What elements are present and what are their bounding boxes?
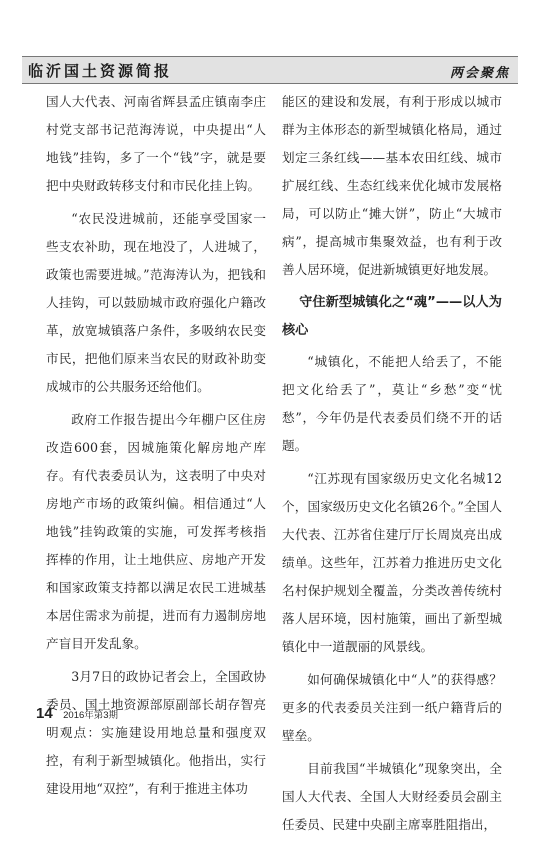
journal-title: 临沂国土资源简报 bbox=[28, 62, 173, 80]
paragraph: 国人大代表、河南省辉县孟庄镇南李庄村党支部书记范海涛说，中央提出“人地钱”挂钩，多了一个“钱”字，就是要把中央财政转移支付和市民化挂上钩。 bbox=[46, 94, 266, 193]
page-footer bbox=[36, 705, 118, 723]
paragraph: “城镇化，不能把人给丢了，不能把文化给丢了”，莫让“乡愁”变“忧愁”，今年仍是代表委员们绕不开的话题。 bbox=[282, 354, 502, 453]
paragraph: 如何确保城镇化中“人”的获得感？更多的代表委员关注到一纸户籍背后的壁垒。 bbox=[282, 672, 502, 743]
left-column bbox=[46, 88, 266, 808]
paragraph: 政府工作报告提出今年棚户区住房改造600套，因城施策化解房地产库存。有代表委员认为，这表明了中央对房地产市场的政策纠偏。相信通过“人地钱”挂钩政策的实施，可发挥考核指挥棒的作用，让土地供应、房地产开发和国家政策支持都以满足农民工进城基本居住需求为前提，进而有力遏制房地产盲目开发乱象。 bbox=[46, 412, 266, 651]
issue-label: 2016年第3期 bbox=[63, 710, 119, 721]
paragraph: “江苏现有国家级历史文化名城12个，国家级历史文化名镇26个。”全国人大代表、江苏省住建厅厅长周岚亮出成绩单。这些年，江苏着力推进历史文化名村保护规划全覆盖，分类改善传统村落人居环境，因村施策，画出了新型城镇化中一道靓丽的风景线。 bbox=[282, 471, 502, 654]
section-heading: 守住新型城镇化之“魂”——以人为核心 bbox=[282, 295, 502, 338]
right-column bbox=[282, 88, 502, 844]
section-title: 两会聚焦 bbox=[449, 66, 510, 81]
running-header bbox=[22, 56, 518, 84]
page-number: 14 bbox=[36, 705, 53, 722]
paragraph: 目前我国“半城镇化”现象突出，全国人大代表、全国人大财经委员会副主任委员、民建中央副主席辜胜阻指出， bbox=[282, 761, 502, 832]
paragraph: “农民没进城前，还能享受国家一些支农补助，现在地没了，人进城了，政策也需要进城。”范海涛认为，把钱和人挂钩，可以鼓励城市政府强化户籍改革，放宽城镇落户条件，多吸纳农民变市民，把他们原来当农民的财政补助变成城市的公共服务还给他们。 bbox=[46, 211, 266, 394]
paragraph: 3月7日的政协记者会上，全国政协委员、国土地资源部原副部长胡存智亮明观点：实施建设用地总量和强度双控，有利于新型城镇化。他指出，实行建设用地“双控”，有利于推进主体功 bbox=[46, 669, 266, 796]
paragraph: 能区的建设和发展，有利于形成以城市群为主体形态的新型城镇化格局，通过划定三条红线——基本农田红线、城市扩展红线、生态红线来优化城市发展格局，可以防止“摊大饼”，防止“大城市病”，提高城市集聚效益，也有利于改善人居环境，促进新城镇更好地发展。 bbox=[282, 94, 502, 277]
